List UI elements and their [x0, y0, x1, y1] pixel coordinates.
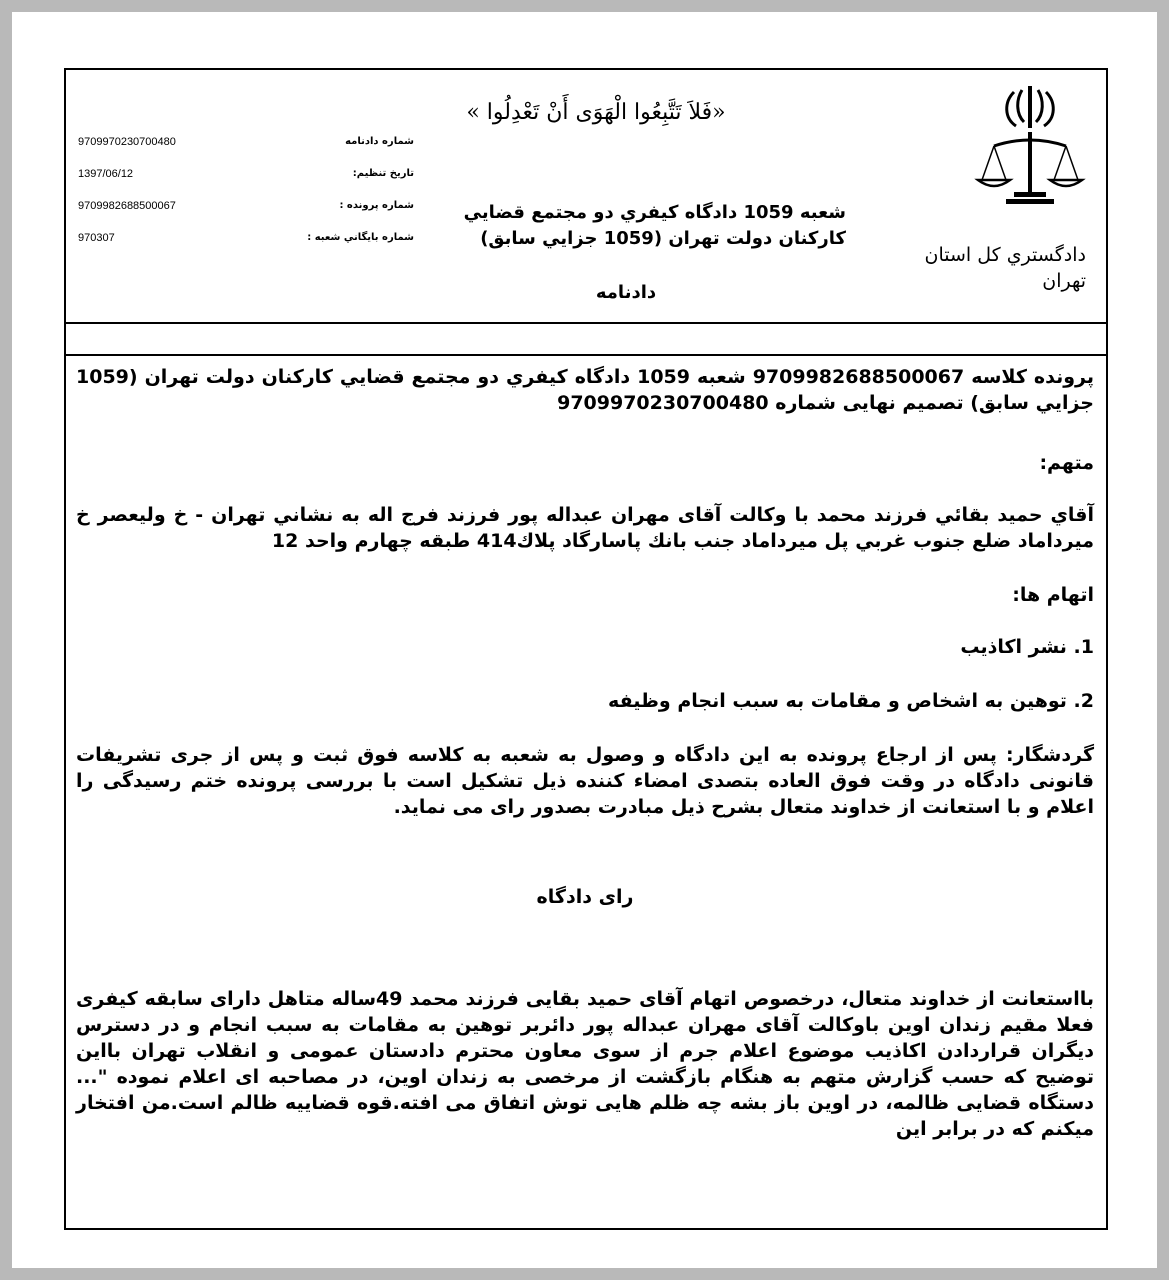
accused-details: آقاي حميد بقائي فرزند محمد با وكالت آقای مهران عبداله پور فرزند فرج اله به نشاني تهران - خ وليعصر خ ميرداماد ضلع جنوب غربي پل ميرداماد جنب بانك پاسارگاد پلاك414 طبقه چهارم واحد 12	[76, 504, 1094, 552]
meta-value: 9709982688500067	[78, 200, 176, 212]
document-page	[12, 12, 1157, 1268]
accused-label: متهم:	[1039, 452, 1094, 474]
document-header	[66, 70, 1106, 324]
meta-row-judgment-number	[78, 136, 414, 156]
document-frame	[64, 68, 1108, 1230]
court-branch: شعبه 1059 دادگاه کيفري دو مجتمع قضايي کارکنان دولت تهران (1059 جزايي سابق)	[463, 202, 846, 249]
case-title: پرونده كلاسه 9709982688500067 شعبه 1059 دادگاه کيفري دو مجتمع قضايي کارکنان دولت تهران (1059 جزايي سابق) تصميم نهایی شماره 9709970230700480	[76, 366, 1094, 414]
quran-verse: «فَلاَ تَتَّبِعُوا الْهَوَى أَنْ تَعْدِلُوا »	[466, 100, 726, 125]
meta-label: شماره پرونده :	[339, 200, 414, 211]
court-name: دادگستري کل استان تهران	[924, 244, 1086, 292]
charge-item: 1. نشر اکاذیب	[960, 636, 1094, 658]
document-body	[76, 364, 1094, 1142]
proceedings-narrative: گردشگار: پس از ارجاع پرونده به این دادگاه و وصول به شعبه به کلاسه فوق ثبت و پس از جری تشریفات قانونی دادگاه در وقت فوق العاده بتصدی امضاء کننده ذیل تشکیل است با بررسی پرونده ختم رسیدگی را اعلام و با استعانت از خداوند متعال بشرح ذیل مبادرت بصدور رای می نماید.	[76, 744, 1094, 818]
document-title: دادنامه	[595, 282, 657, 303]
meta-value: 970307	[78, 232, 115, 244]
verdict-text: بااستعانت از خداوند متعال، درخصوص اتهام آقای حمید بقایی فرزند محمد 49ساله متاهل دارای سابقه کیفری فعلا مقیم زندان اوین باوکالت آقای مهران عبداله پور دائربر توهین به مقامات به سبب انجام و در دسترس دیگران قراردادن اکاذیب موضوع اعلام جرم از سوی معاون محترم دادستان عمومی و انقلاب تهران بااین توضیح که حسب گزارش متهم به هنگام بازگشت از مرخصی به زندان اوین، در مصاحبه ای اعلام نموده "... دستگاه قضایی ظالمه، در اوین باز بشه چه ظلم هایی توش اتفاق می افته.قوه قضاییه ظالم است.من افتخار میکنم که در برابر این	[76, 988, 1094, 1140]
meta-label: شماره دادنامه	[345, 136, 414, 147]
iran-emblem-scales-icon	[974, 84, 1086, 214]
meta-row-case-number	[78, 200, 414, 220]
meta-value: 9709970230700480	[78, 136, 176, 148]
meta-row-issue-date	[78, 168, 414, 188]
charge-item: 2. توهين به اشخاص و مقامات به سبب انجام وظیفه	[608, 690, 1094, 712]
verdict-title: رای دادگاه	[536, 886, 634, 908]
meta-label: شماره بايگاني شعبه :	[307, 232, 414, 243]
meta-value: 1397/06/12	[78, 168, 134, 180]
charges-label: اتهام ها:	[1012, 584, 1094, 606]
meta-row-archive-number	[78, 232, 414, 252]
meta-label: تاريخ تنظيم:	[352, 168, 414, 179]
header-divider-strip	[66, 324, 1106, 356]
